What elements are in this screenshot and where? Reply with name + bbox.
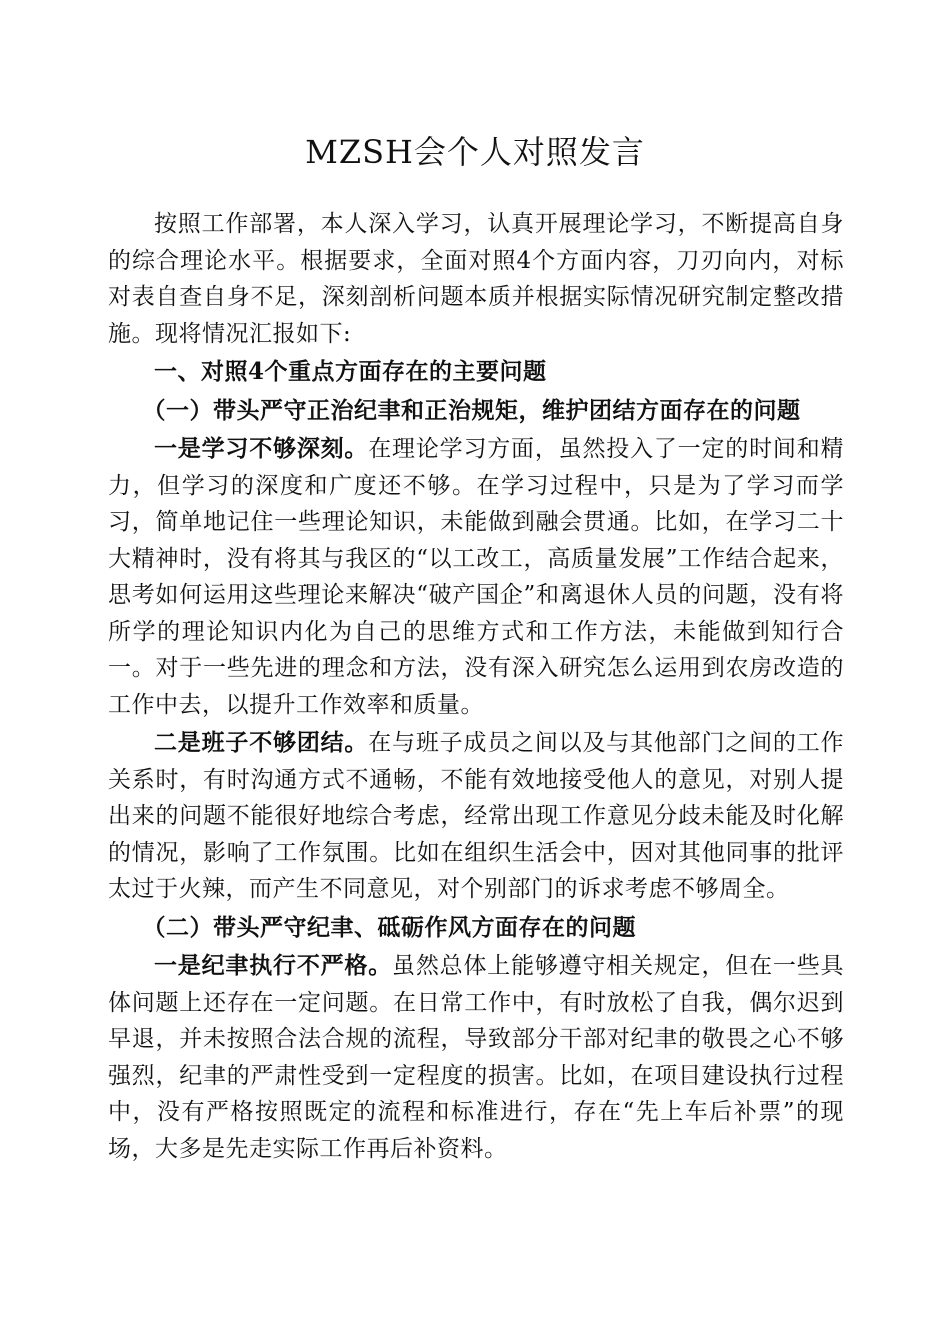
paragraph-study-lead: 一是学习不够深刻。	[154, 435, 369, 462]
paragraph-study	[108, 431, 844, 723]
paragraph-study-body: 在理论学习方面，虽然投入了一定的时间和精力，但学习的深度和广度还不够。在学习过程中，只是为了学习而学习，简单地记住一些理论知识，未能做到融会贯通。比如，在学习二十大精神时，没有将其与我区的“以工改工，高质量发展”工作结合起来，思考如何运用这些理论来解决“破产国企”和离退休人员的问题，没有将所学的理论知识内化为自己的思维方式和工作方法，未能做到知行合一。对于一些先进的理念和方法，没有深入研究怎么运用到农房改造的工作中去，以提升工作效率和质量。	[108, 436, 845, 718]
intro-paragraph: 按照工作部署，本人深入学习，认真开展理论学习，不断提高自身的综合理论水平。根据要求，全面对照4个方面内容，刀刃向内，对标对表自查自身不足，深刻剖析问题本质并根据实际情况研究制定整改措施。现将情况汇报如下:	[108, 211, 844, 347]
document-body	[108, 206, 844, 1167]
paragraph-discipline	[108, 948, 844, 1167]
section-1-heading: 一、对照4个重点方面存在的主要问题	[154, 358, 547, 385]
paragraph-discipline-lead: 一是纪聿执行不严格。	[154, 952, 393, 979]
document-title: MZSH会个人对照发言	[305, 133, 645, 171]
paragraph-unity-body: 在与班子成员之间以及与其他部门之间的工作关系时，有时沟通方式不通畅，不能有效地接受他人的意见，对别人提出来的问题不能很好地综合考虑，经常出现工作意见分歧未能及时化解的情况，影响了工作氛围。比如在组织生活会中，因对其他同事的批评太过于火辣，而产生不同意见，对个别部门的诉求考虑不够周全。	[108, 730, 845, 902]
paragraph-unity-lead: 二是班子不够团结。	[154, 729, 369, 756]
subsection-1-heading: （一）带头严守正治纪聿和正治规矩，维护团结方面存在的问题	[142, 396, 801, 424]
paragraph-unity	[108, 725, 844, 908]
subsection-2-heading: （二）带头严守纪聿、砥砺作风方面存在的问题	[142, 913, 636, 941]
paragraph-discipline-body: 虽然总体上能够遵守相关规定，但在一些具体问题上还存在一定问题。在日常工作中，有时放松了自我，偶尔迟到早退，并未按照合法合规的流程，导致部分干部对纪聿的敬畏之心不够强烈，纪聿的严肃性受到一定程度的损害。比如，在项目建设执行过程中，没有严格按照既定的流程和标准进行，存在“先上车后补票”的现场，大多是先走实际工作再后补资料。	[108, 953, 845, 1162]
